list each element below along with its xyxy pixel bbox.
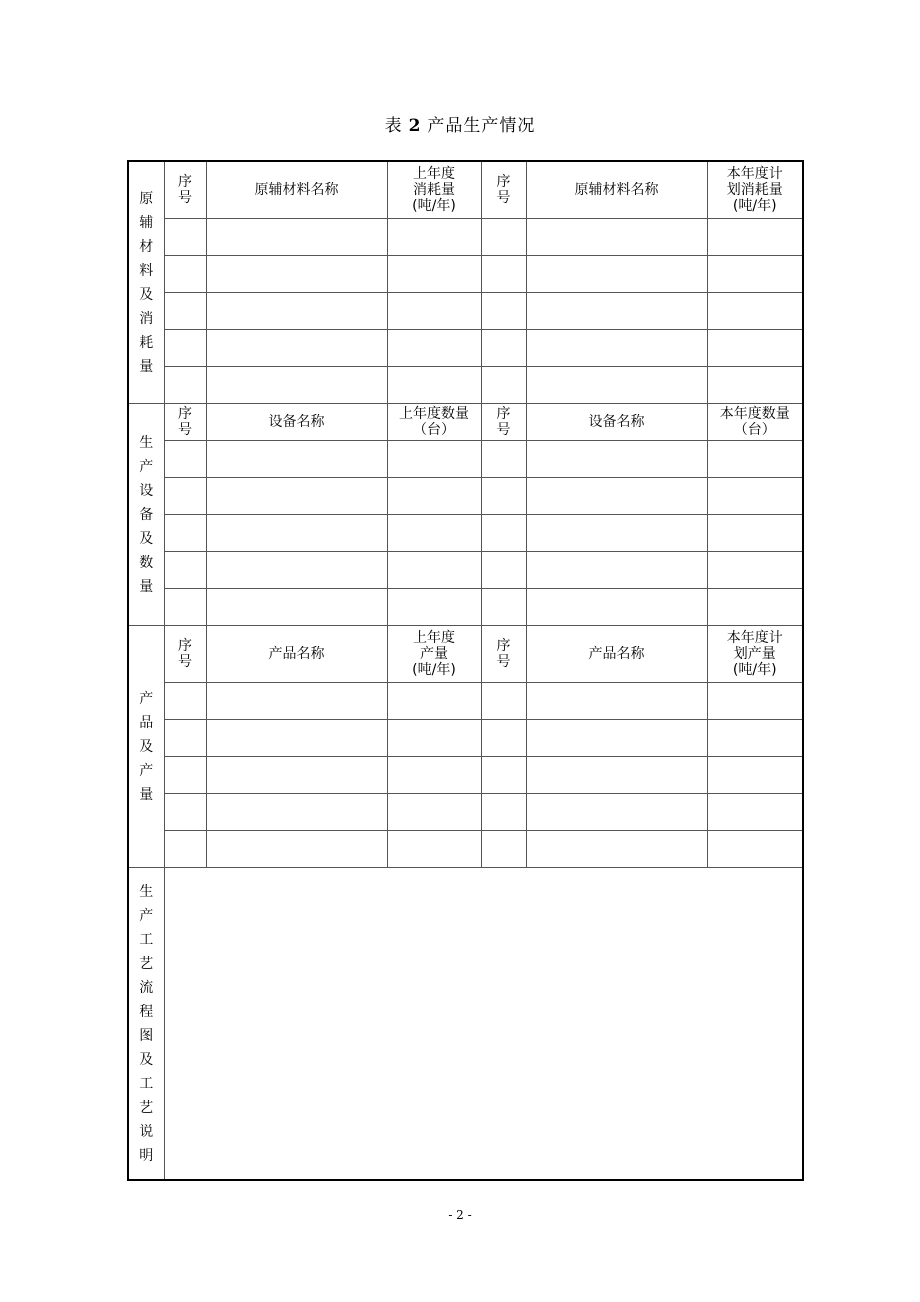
equipment-name-cell[interactable] xyxy=(206,515,387,552)
equipment-header-row xyxy=(128,404,803,441)
seq-cell[interactable] xyxy=(164,757,206,794)
process-row xyxy=(128,868,803,1181)
product-name-cell[interactable] xyxy=(206,720,387,757)
consumption-cell[interactable] xyxy=(387,367,481,404)
seq-cell[interactable] xyxy=(481,552,526,589)
product-name-cell[interactable] xyxy=(206,794,387,831)
materials-header-seq-left: 序 号 xyxy=(164,161,206,219)
seq-cell[interactable] xyxy=(481,293,526,330)
seq-cell[interactable] xyxy=(481,441,526,478)
output-cell[interactable] xyxy=(387,720,481,757)
product-name-cell[interactable] xyxy=(526,794,707,831)
quantity-cell[interactable] xyxy=(707,589,803,626)
seq-cell[interactable] xyxy=(164,794,206,831)
output-cell[interactable] xyxy=(387,757,481,794)
output-cell[interactable] xyxy=(707,720,803,757)
seq-cell[interactable] xyxy=(481,515,526,552)
process-description-area[interactable] xyxy=(164,868,803,1181)
table-row xyxy=(128,441,803,478)
seq-cell[interactable] xyxy=(481,367,526,404)
seq-cell[interactable] xyxy=(481,757,526,794)
product-name-cell[interactable] xyxy=(526,683,707,720)
quantity-cell[interactable] xyxy=(707,478,803,515)
equipment-header-name-right: 设备名称 xyxy=(526,404,707,441)
equipment-header-last-year: 上年度数量 （台） xyxy=(387,404,481,441)
page-number: - 2 - xyxy=(448,1208,472,1222)
output-cell[interactable] xyxy=(707,757,803,794)
output-cell[interactable] xyxy=(707,831,803,868)
equipment-header-seq-right: 序 号 xyxy=(481,404,526,441)
seq-cell[interactable] xyxy=(164,720,206,757)
material-name-cell[interactable] xyxy=(206,256,387,293)
quantity-cell[interactable] xyxy=(387,589,481,626)
products-header-last-year: 上年度 产量 (吨/年) xyxy=(387,626,481,683)
table-row xyxy=(128,831,803,868)
material-name-cell[interactable] xyxy=(526,293,707,330)
output-cell[interactable] xyxy=(387,794,481,831)
table-row xyxy=(128,293,803,330)
product-name-cell[interactable] xyxy=(206,831,387,868)
product-name-cell[interactable] xyxy=(206,757,387,794)
seq-cell[interactable] xyxy=(164,441,206,478)
seq-cell[interactable] xyxy=(164,256,206,293)
materials-section-label: 原辅材料及消耗量 xyxy=(128,161,164,404)
material-name-cell[interactable] xyxy=(526,256,707,293)
products-header-seq-left: 序 号 xyxy=(164,626,206,683)
equipment-header-this-year: 本年度数量 （台） xyxy=(707,404,803,441)
equipment-section-label: 生产设备及数量 xyxy=(128,404,164,626)
consumption-cell[interactable] xyxy=(707,330,803,367)
seq-cell[interactable] xyxy=(481,330,526,367)
materials-header-this-year: 本年度计 划消耗量 (吨/年) xyxy=(707,161,803,219)
seq-cell[interactable] xyxy=(164,831,206,868)
table-row xyxy=(128,794,803,831)
equipment-name-cell[interactable] xyxy=(526,441,707,478)
quantity-cell[interactable] xyxy=(707,515,803,552)
table-row xyxy=(128,683,803,720)
quantity-cell[interactable] xyxy=(707,441,803,478)
consumption-cell[interactable] xyxy=(707,293,803,330)
seq-cell[interactable] xyxy=(164,293,206,330)
seq-cell[interactable] xyxy=(481,831,526,868)
product-name-cell[interactable] xyxy=(526,831,707,868)
equipment-name-cell[interactable] xyxy=(526,515,707,552)
material-name-cell[interactable] xyxy=(206,293,387,330)
equipment-name-cell[interactable] xyxy=(526,478,707,515)
materials-header-name-right: 原辅材料名称 xyxy=(526,161,707,219)
seq-cell[interactable] xyxy=(481,478,526,515)
table-row xyxy=(128,589,803,626)
table-row xyxy=(128,720,803,757)
materials-header-last-year: 上年度 消耗量 (吨/年) xyxy=(387,161,481,219)
consumption-cell[interactable] xyxy=(707,367,803,404)
products-header-row xyxy=(128,626,803,683)
table-row xyxy=(128,330,803,367)
materials-header-name-left: 原辅材料名称 xyxy=(206,161,387,219)
material-name-cell[interactable] xyxy=(526,219,707,256)
table-title xyxy=(0,111,920,136)
seq-cell[interactable] xyxy=(164,367,206,404)
equipment-name-cell[interactable] xyxy=(206,478,387,515)
consumption-cell[interactable] xyxy=(387,330,481,367)
products-header-name-right: 产品名称 xyxy=(526,626,707,683)
quantity-cell[interactable] xyxy=(387,478,481,515)
equipment-name-cell[interactable] xyxy=(206,552,387,589)
products-header-seq-right: 序 号 xyxy=(481,626,526,683)
output-cell[interactable] xyxy=(707,683,803,720)
table-row xyxy=(128,219,803,256)
seq-cell[interactable] xyxy=(481,256,526,293)
materials-header-row xyxy=(128,161,803,219)
table-row xyxy=(128,478,803,515)
seq-cell[interactable] xyxy=(164,589,206,626)
table-row xyxy=(128,552,803,589)
products-header-this-year: 本年度计 划产量 (吨/年) xyxy=(707,626,803,683)
seq-cell[interactable] xyxy=(481,683,526,720)
seq-cell[interactable] xyxy=(164,330,206,367)
table-row xyxy=(128,256,803,293)
title-number: 2 xyxy=(408,116,422,136)
material-name-cell[interactable] xyxy=(206,367,387,404)
seq-cell[interactable] xyxy=(481,794,526,831)
material-name-cell[interactable] xyxy=(526,367,707,404)
product-name-cell[interactable] xyxy=(206,683,387,720)
title-text: 产品生产情况 xyxy=(427,116,536,136)
material-name-cell[interactable] xyxy=(526,330,707,367)
consumption-cell[interactable] xyxy=(387,219,481,256)
quantity-cell[interactable] xyxy=(387,552,481,589)
equipment-name-cell[interactable] xyxy=(526,589,707,626)
product-name-cell[interactable] xyxy=(526,720,707,757)
quantity-cell[interactable] xyxy=(707,552,803,589)
equipment-name-cell[interactable] xyxy=(206,589,387,626)
seq-cell[interactable] xyxy=(481,219,526,256)
seq-cell[interactable] xyxy=(164,515,206,552)
consumption-cell[interactable] xyxy=(707,219,803,256)
production-form-table xyxy=(127,160,804,1181)
consumption-cell[interactable] xyxy=(387,293,481,330)
seq-cell[interactable] xyxy=(481,720,526,757)
material-name-cell[interactable] xyxy=(206,219,387,256)
output-cell[interactable] xyxy=(387,683,481,720)
output-cell[interactable] xyxy=(707,794,803,831)
materials-header-seq-right: 序 号 xyxy=(481,161,526,219)
quantity-cell[interactable] xyxy=(387,441,481,478)
table-row xyxy=(128,757,803,794)
products-header-name-left: 产品名称 xyxy=(206,626,387,683)
table-row xyxy=(128,515,803,552)
material-name-cell[interactable] xyxy=(206,330,387,367)
seq-cell[interactable] xyxy=(164,683,206,720)
seq-cell[interactable] xyxy=(164,552,206,589)
process-section-label: 生产工艺流程图及工艺说明 xyxy=(128,868,164,1181)
output-cell[interactable] xyxy=(387,831,481,868)
equipment-name-cell[interactable] xyxy=(526,552,707,589)
consumption-cell[interactable] xyxy=(387,256,481,293)
quantity-cell[interactable] xyxy=(387,515,481,552)
table-row xyxy=(128,367,803,404)
consumption-cell[interactable] xyxy=(707,256,803,293)
products-section-label: 产品及产量 xyxy=(128,626,164,868)
seq-cell[interactable] xyxy=(481,589,526,626)
equipment-name-cell[interactable] xyxy=(206,441,387,478)
equipment-header-name-left: 设备名称 xyxy=(206,404,387,441)
product-name-cell[interactable] xyxy=(526,757,707,794)
seq-cell[interactable] xyxy=(164,478,206,515)
seq-cell[interactable] xyxy=(164,219,206,256)
equipment-header-seq-left: 序 号 xyxy=(164,404,206,441)
title-prefix: 表 xyxy=(384,116,403,136)
